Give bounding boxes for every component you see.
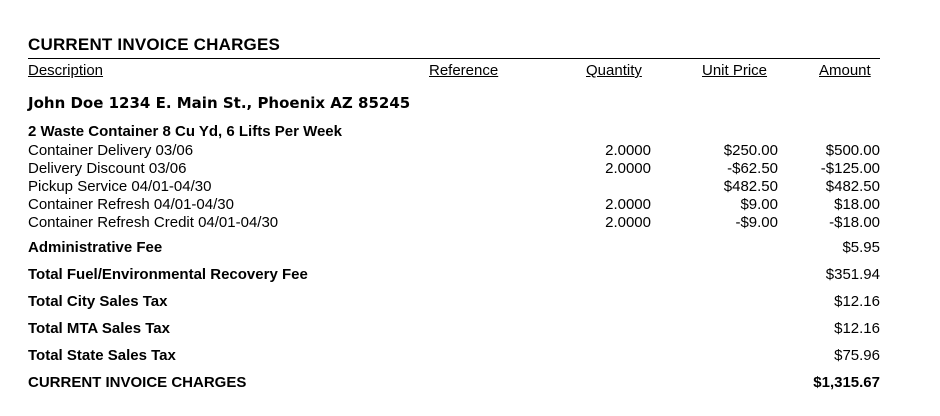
line-item-amount: $482.50 <box>825 178 880 195</box>
line-item-unit-price: -$9.00 <box>735 214 778 231</box>
header-rule <box>28 58 880 59</box>
summary-label: Total City Sales Tax <box>28 293 168 310</box>
customer-address-line: John Doe 1234 E. Main St., Phoenix AZ 85245 <box>28 94 411 112</box>
column-header-amount: Amount <box>819 62 871 79</box>
line-item-description: Container Refresh Credit 04/01-04/30 <box>28 214 279 231</box>
line-item-quantity: 2.0000 <box>605 214 651 231</box>
line-item-description: Container Delivery 03/06 <box>28 142 194 159</box>
line-item-unit-price: $9.00 <box>740 196 778 213</box>
line-item-unit-price: $250.00 <box>723 142 778 159</box>
line-item-description: Container Refresh 04/01-04/30 <box>28 196 234 213</box>
column-header-reference: Reference <box>429 62 499 79</box>
line-item-amount: $500.00 <box>825 142 880 159</box>
total-amount: $1,315.67 <box>813 374 880 391</box>
summary-label: Administrative Fee <box>28 239 163 256</box>
line-item-unit-price: $482.50 <box>723 178 778 195</box>
column-header-unit-price: Unit Price <box>702 62 768 79</box>
line-item-quantity: 2.0000 <box>605 160 651 177</box>
total-label: CURRENT INVOICE CHARGES <box>28 374 247 391</box>
line-item-description: Delivery Discount 03/06 <box>28 160 187 177</box>
column-header-quantity: Quantity <box>586 62 642 79</box>
summary-amount: $12.16 <box>834 293 880 310</box>
line-item-description: Pickup Service 04/01-04/30 <box>28 178 212 195</box>
line-item-amount: -$125.00 <box>820 160 880 177</box>
service-group-title: 2 Waste Container 8 Cu Yd, 6 Lifts Per Week <box>28 123 342 140</box>
line-item-unit-price: -$62.50 <box>727 160 778 177</box>
column-header-description: Description <box>28 62 104 79</box>
line-item-quantity: 2.0000 <box>605 142 651 159</box>
summary-amount: $12.16 <box>834 320 880 337</box>
line-item-amount: $18.00 <box>834 196 880 213</box>
summary-label: Total State Sales Tax <box>28 347 176 364</box>
invoice-section-title: CURRENT INVOICE CHARGES <box>28 35 281 54</box>
summary-amount: $351.94 <box>825 266 880 283</box>
line-item-amount: -$18.00 <box>829 214 880 231</box>
summary-amount: $75.96 <box>834 347 880 364</box>
summary-amount: $5.95 <box>842 239 880 256</box>
line-item-quantity: 2.0000 <box>605 196 651 213</box>
summary-label: Total MTA Sales Tax <box>28 320 170 337</box>
summary-label: Total Fuel/Environmental Recovery Fee <box>28 266 308 283</box>
